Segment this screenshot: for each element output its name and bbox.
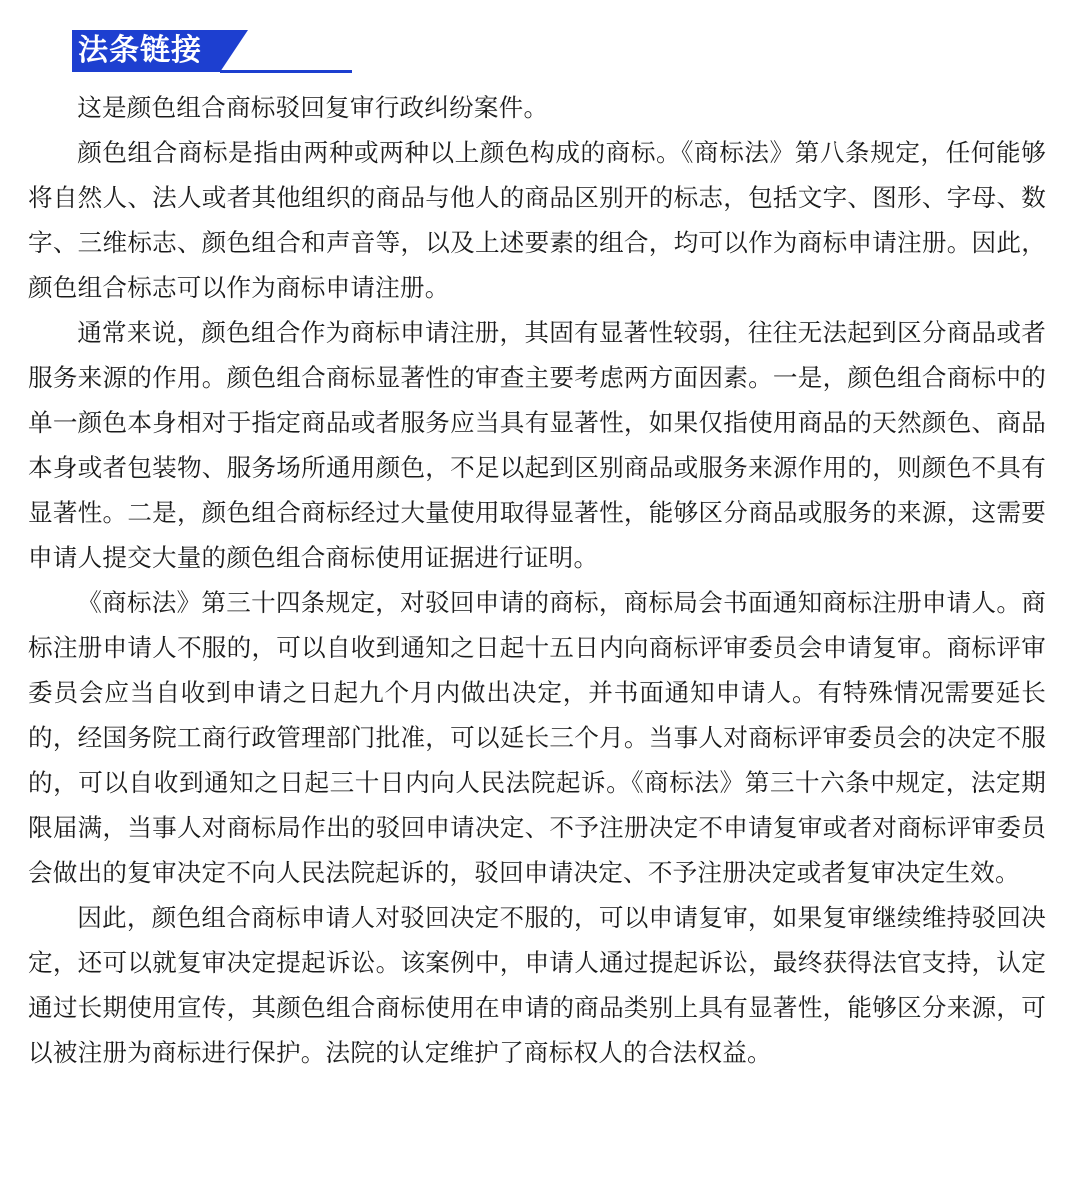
article-body xyxy=(28,85,1046,1075)
header-underline xyxy=(220,70,352,73)
paragraph-conclusion: 因此，颜色组合商标申请人对驳回决定不服的，可以申请复审，如果复审继续维持驳回决定，还可以就复审决定提起诉讼。该案例中，申请人通过提起诉讼，最终获得法官支持，认定通过长期使用宣传，其颜色组合商标使用在申请的商品类别上具有显著性，能够区分来源，可以被注册为商标进行保护。法院的认定维护了商标权人的合法权益。 xyxy=(28,903,1046,1067)
paragraph-case-type: 这是颜色组合商标驳回复审行政纠纷案件。 xyxy=(77,93,549,122)
paragraph-review-procedure: 《商标法》第三十四条规定，对驳回申请的商标，商标局会书面通知商标注册申请人。商标注册申请人不服的，可以自收到通知之日起十五日内向商标评审委员会申请复审。商标评审委员会应当自收到申请之日起九个月内做出决定，并书面通知申请人。有特殊情况需要延长的，经国务院工商行政管理部门批准，可以延长三个月。当事人对商标评审委员会的决定不服的，可以自收到通知之日起三十日内向人民法院起诉。《商标法》第三十六条中规定，法定期限届满，当事人对商标局作出的驳回申请决定、不予注册决定不申请复审或者对商标评审委员会做出的复审决定不向人民法院起诉的，驳回申请决定、不予注册决定或者复审决定生效。 xyxy=(28,588,1046,887)
section-header xyxy=(72,30,352,74)
paragraph-color-mark-definition: 颜色组合商标是指由两种或两种以上颜色构成的商标。《商标法》第八条规定，任何能够将自然人、法人或者其他组织的商品与他人的商品区别开的标志，包括文字、图形、字母、数字、三维标志、颜色组合和声音等，以及上述要素的组合，均可以作为商标申请注册。因此，颜色组合标志可以作为商标申请注册。 xyxy=(28,138,1046,302)
section-title: 法条链接 xyxy=(72,30,220,72)
paragraph-distinctiveness: 通常来说，颜色组合作为商标申请注册，其固有显著性较弱，往往无法起到区分商品或者服务来源的作用。颜色组合商标显著性的审查主要考虑两方面因素。一是，颜色组合商标中的单一颜色本身相对于指定商品或者服务应当具有显著性，如果仅指使用商品的天然颜色、商品本身或者包装物、服务场所通用颜色，不足以起到区别商品或服务来源作用的，则颜色不具有显著性。二是，颜色组合商标经过大量使用取得显著性，能够区分商品或服务的来源，这需要申请人提交大量的颜色组合商标使用证据进行证明。 xyxy=(28,318,1046,572)
